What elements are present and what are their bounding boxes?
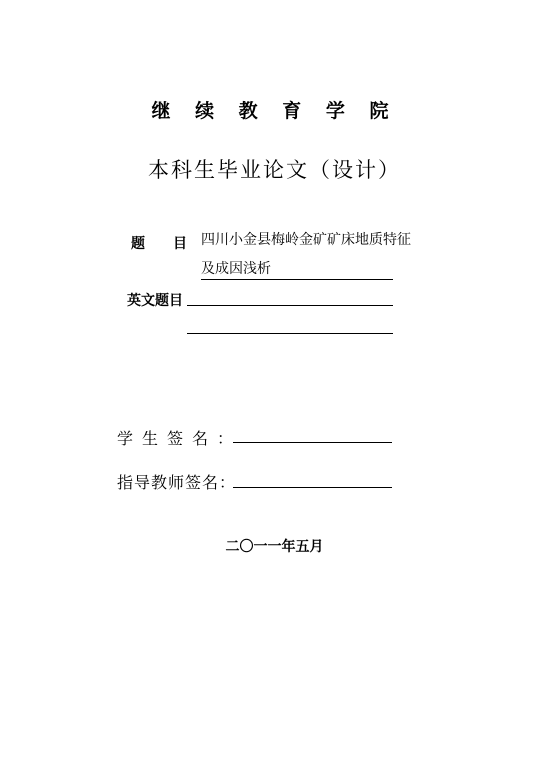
advisor-signature-label: 指导教师签名：	[117, 473, 237, 492]
english-title-label: 英文题目	[127, 293, 183, 309]
thesis-title-line-1: 四川小金县梅岭金矿矿床地质特征	[201, 232, 411, 248]
student-signature-label: 学生签名：	[117, 429, 243, 448]
submission-date: 二〇一一年五月	[225, 539, 324, 555]
student-signature-line	[233, 442, 392, 443]
thesis-type-heading: 本科生毕业论文（设计）	[148, 158, 401, 182]
advisor-signature-line	[233, 487, 392, 488]
english-title-underline-1	[187, 305, 393, 306]
title-label	[131, 233, 187, 253]
title-label-char-1: 题	[131, 236, 145, 252]
english-title-underline-2	[187, 333, 393, 334]
thesis-title-line-2: 及成因浅析	[201, 259, 393, 280]
title-label-char-2: 目	[173, 236, 187, 252]
school-name: 继 续 教 育 学 院	[151, 100, 398, 122]
